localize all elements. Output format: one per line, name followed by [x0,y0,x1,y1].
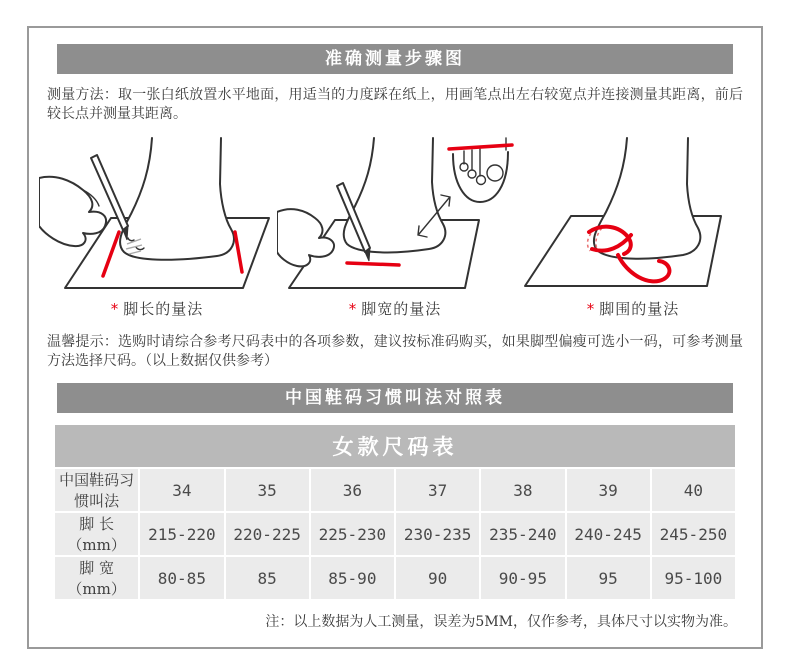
figure-caption-foot-width [277,298,513,319]
figure-foot-girth [515,134,751,319]
width-cell: 85 [225,556,310,600]
length-cell: 245-250 [651,512,736,556]
length-cell: 215-220 [139,512,224,556]
measurement-disclaimer-note: 注：以上数据为人工测量，误差为5MM，仅作参考，具体尺寸以实物为准。 [265,614,737,630]
figure-caption-foot-length [39,298,275,319]
section-title-size-chart: 中国鞋码习惯叫法对照表 [57,383,733,413]
table-title: 女款尺码表 [54,424,736,468]
row-header-size-name: 中国鞋码习惯叫法 [54,468,139,512]
width-cell: 90-95 [480,556,565,600]
table-row-foot-width [54,556,736,600]
width-cell: 95 [566,556,651,600]
length-cell: 225-230 [310,512,395,556]
width-cell: 85-90 [310,556,395,600]
red-asterisk-icon: * [586,300,596,318]
width-cell: 80-85 [139,556,224,600]
figure-foot-width [277,134,513,319]
foot-width-drawing-icon [277,134,521,296]
size-cell: 35 [225,468,310,512]
caption-text: 脚长的量法 [123,300,204,318]
red-asterisk-icon: * [110,300,120,318]
row-header-foot-length: 脚 长（mm） [54,512,139,556]
size-guide-panel [27,26,763,649]
figure-caption-foot-girth [515,298,751,319]
size-cell: 38 [480,468,565,512]
tips-text: 温馨提示：选购时请综合参考尺码表中的各项参数，建议按标准码购买，如果脚型偏瘦可选小一码，可参考测量方法选择尺码。（以上数据仅供参考） [47,334,743,369]
caption-text: 脚宽的量法 [361,300,442,318]
size-cell: 39 [566,468,651,512]
section-title-measure-steps: 准确测量步骤图 [57,44,733,74]
table-row-sizes [54,468,736,512]
length-cell: 230-235 [395,512,480,556]
size-cell: 36 [310,468,395,512]
size-cell: 37 [395,468,480,512]
length-cell: 240-245 [566,512,651,556]
width-cell: 90 [395,556,480,600]
measurement-figures [29,124,761,319]
length-cell: 220-225 [225,512,310,556]
foot-length-drawing-icon [39,134,275,296]
table-row-foot-length [54,512,736,556]
size-cell: 40 [651,468,736,512]
foot-girth-drawing-icon [515,134,751,296]
red-asterisk-icon: * [348,300,358,318]
size-cell: 34 [139,468,224,512]
length-cell: 235-240 [480,512,565,556]
women-size-table [53,423,737,601]
figure-foot-length [39,134,275,319]
width-cell: 95-100 [651,556,736,600]
measure-method-text: 测量方法：取一张白纸放置水平地面，用适当的力度踩在纸上，用画笔点出左右较宽点并连接测量其距离，前后较长点并测量其距离。 [47,87,743,122]
caption-text: 脚围的量法 [599,300,680,318]
table-title-row [54,424,736,468]
row-header-foot-width: 脚 宽（mm） [54,556,139,600]
